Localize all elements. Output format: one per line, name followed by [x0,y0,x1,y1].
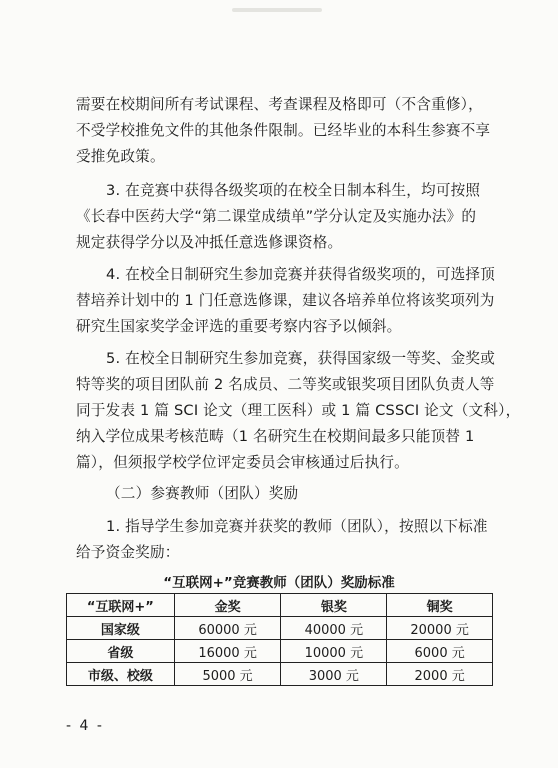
paragraph-undergraduate-credits [76,178,496,256]
text-line: 同于发表 1 篇 SCI 论文（理工医科）或 1 篇 CSSCI 论文（文科）， [76,402,521,419]
text-line: 4. 在校全日制研究生参加竞赛并获得省级奖项的，可选择顶 [106,266,496,283]
table-header-row [67,594,493,617]
table-cell: 5000 元 [174,663,281,686]
section-heading-text: （二）参赛教师（团队）奖励 [106,485,299,502]
paragraph-graduate-elective [76,262,496,340]
table-cell: 20000 元 [387,617,493,640]
page-number: - 4 - [66,718,104,734]
text-line: 纳入学位成果考核范畴（1 名研究生在校期间最多只能顶替 1 [76,428,475,445]
table-title: “互联网+”竞赛教师（团队）奖励标准 [163,575,395,591]
reward-standard-table [66,593,493,686]
header-scan-mark [232,8,322,12]
table-cell: 60000 元 [174,617,281,640]
table-row-label: 国家级 [67,617,175,640]
text-line: 特等奖的项目团队前 2 名成员、二等奖或银奖项目团队负责人等 [76,376,495,393]
table-header-cell: 铜奖 [387,594,493,617]
table-cell: 16000 元 [174,640,281,663]
paragraph-recommendation-conditions [76,92,496,170]
table-header-cell: “互联网+” [67,594,175,617]
table-row-label: 市级、校级 [67,663,175,686]
text-line: 替培养计划中的 1 门任意选修课，建议各培养单位将该奖项列为 [76,292,495,309]
text-line: 规定获得学分以及冲抵任意选修课资格。 [76,234,343,251]
text-line: 3. 在竞赛中获得各级奖项的在校全日制本科生，均可按照 [106,182,481,199]
table-header-cell: 银奖 [281,594,387,617]
text-line: 需要在校期间所有考试课程、考查课程及格即可（不含重修）， [76,96,483,113]
table-cell: 3000 元 [281,663,387,686]
table-cell: 40000 元 [281,617,387,640]
text-line: 受推免政策。 [76,148,165,165]
table-cell: 2000 元 [387,663,493,686]
text-line: 研究生国家奖学金评选的重要考察内容予以倾斜。 [76,318,402,335]
table-cell: 6000 元 [387,640,493,663]
table-row [67,617,493,640]
text-line: 《长春中医药大学“第二课堂成绩单”学分认定及实施办法》的 [76,208,477,225]
table-row [67,663,493,686]
section-heading [76,481,496,507]
paragraph-graduate-paper-equivalence [76,346,521,476]
table-row-label: 省级 [67,640,175,663]
text-line: 5. 在校全日制研究生参加竞赛，获得国家级一等奖、金奖或 [106,350,496,367]
text-line: 1. 指导学生参加竞赛并获奖的教师（团队），按照以下标准 [106,518,488,535]
text-line: 篇），但须报学校学位评定委员会审核通过后执行。 [76,454,409,471]
text-line: 给予资金奖励： [76,544,180,561]
table-cell: 10000 元 [281,640,387,663]
paragraph-teacher-reward [76,514,496,566]
table-header-cell: 金奖 [174,594,281,617]
table-row [67,640,493,663]
text-line: 不受学校推免文件的其他条件限制。已经毕业的本科生参赛不享 [76,122,491,139]
